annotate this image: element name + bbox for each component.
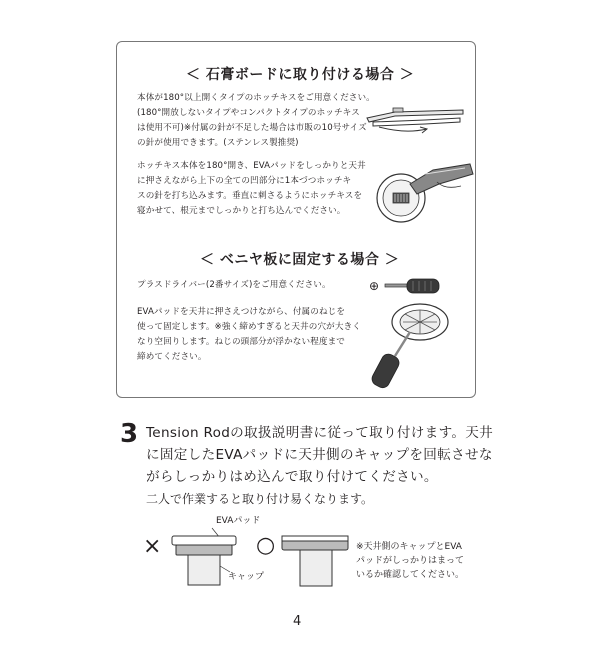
- screwdriver-on-pad-illustration: [365, 300, 465, 395]
- wrong-mark: ×: [143, 534, 162, 559]
- check-note: ※天井側のキャップとEVA パッドがしっかりはまって いるか確認してください。: [356, 542, 465, 580]
- step-3-text: Tension Rodの取扱説明書に従って取り付けます。天井 に固定したEVAパッドに天井側のキャップを回転させな がらしっかりはめ込んで取り付けてください。: [146, 425, 494, 485]
- right-mark: ○: [256, 533, 276, 558]
- eva-pad-label: EVAパッド: [216, 516, 261, 526]
- gypsum-paragraph-1: 本体が180°以上開くタイプのホッチキスをご用意ください。 (180°開放しないタイプやコンパクトタイプのホッチキス は使用不可)※付属の針が不足した場合は市販の10号サイズ の針が使用できます。(ステンレス製推奨): [137, 93, 375, 148]
- cap-label: キャップ: [228, 572, 265, 582]
- phillips-plus-icon: ⊕: [369, 279, 380, 293]
- stapler-on-pad-illustration: [365, 160, 475, 230]
- correct-fit-diagram: [280, 536, 352, 588]
- veneer-paragraph-2: EVAパッドを天井に押さえつけながら、付属のねじを 使って固定します。※強く締めすぎると天井の穴が大きく なり空回りします。ねじの頭部分が浮かない程度まで 締めてください。: [137, 307, 361, 362]
- stapler-open-illustration: [365, 100, 465, 140]
- step-3-note: 二人で作業すると取り付け易くなります。: [146, 492, 374, 506]
- step-number: 3: [120, 419, 139, 449]
- veneer-heading: ＜ ベニヤ板に固定する場合 ＞: [200, 252, 400, 268]
- page-number: 4: [293, 614, 302, 629]
- gypsum-heading: ＜ 石膏ボードに取り付ける場合 ＞: [186, 67, 415, 83]
- veneer-paragraph-1: プラスドライバー(2番サイズ)をご用意ください。: [137, 280, 331, 290]
- screwdriver-illustration: [385, 275, 445, 297]
- gypsum-paragraph-2: ホッチキス本体を180°開き、EVAパッドをしっかりと天井 に押さえながら上下の全ての凹部分に1本づつホッチキ スの針を打ち込みます。垂直に刺さるようにホッチキスを 寝かせて、根元までしっかりと打ち込んでください。: [137, 161, 366, 216]
